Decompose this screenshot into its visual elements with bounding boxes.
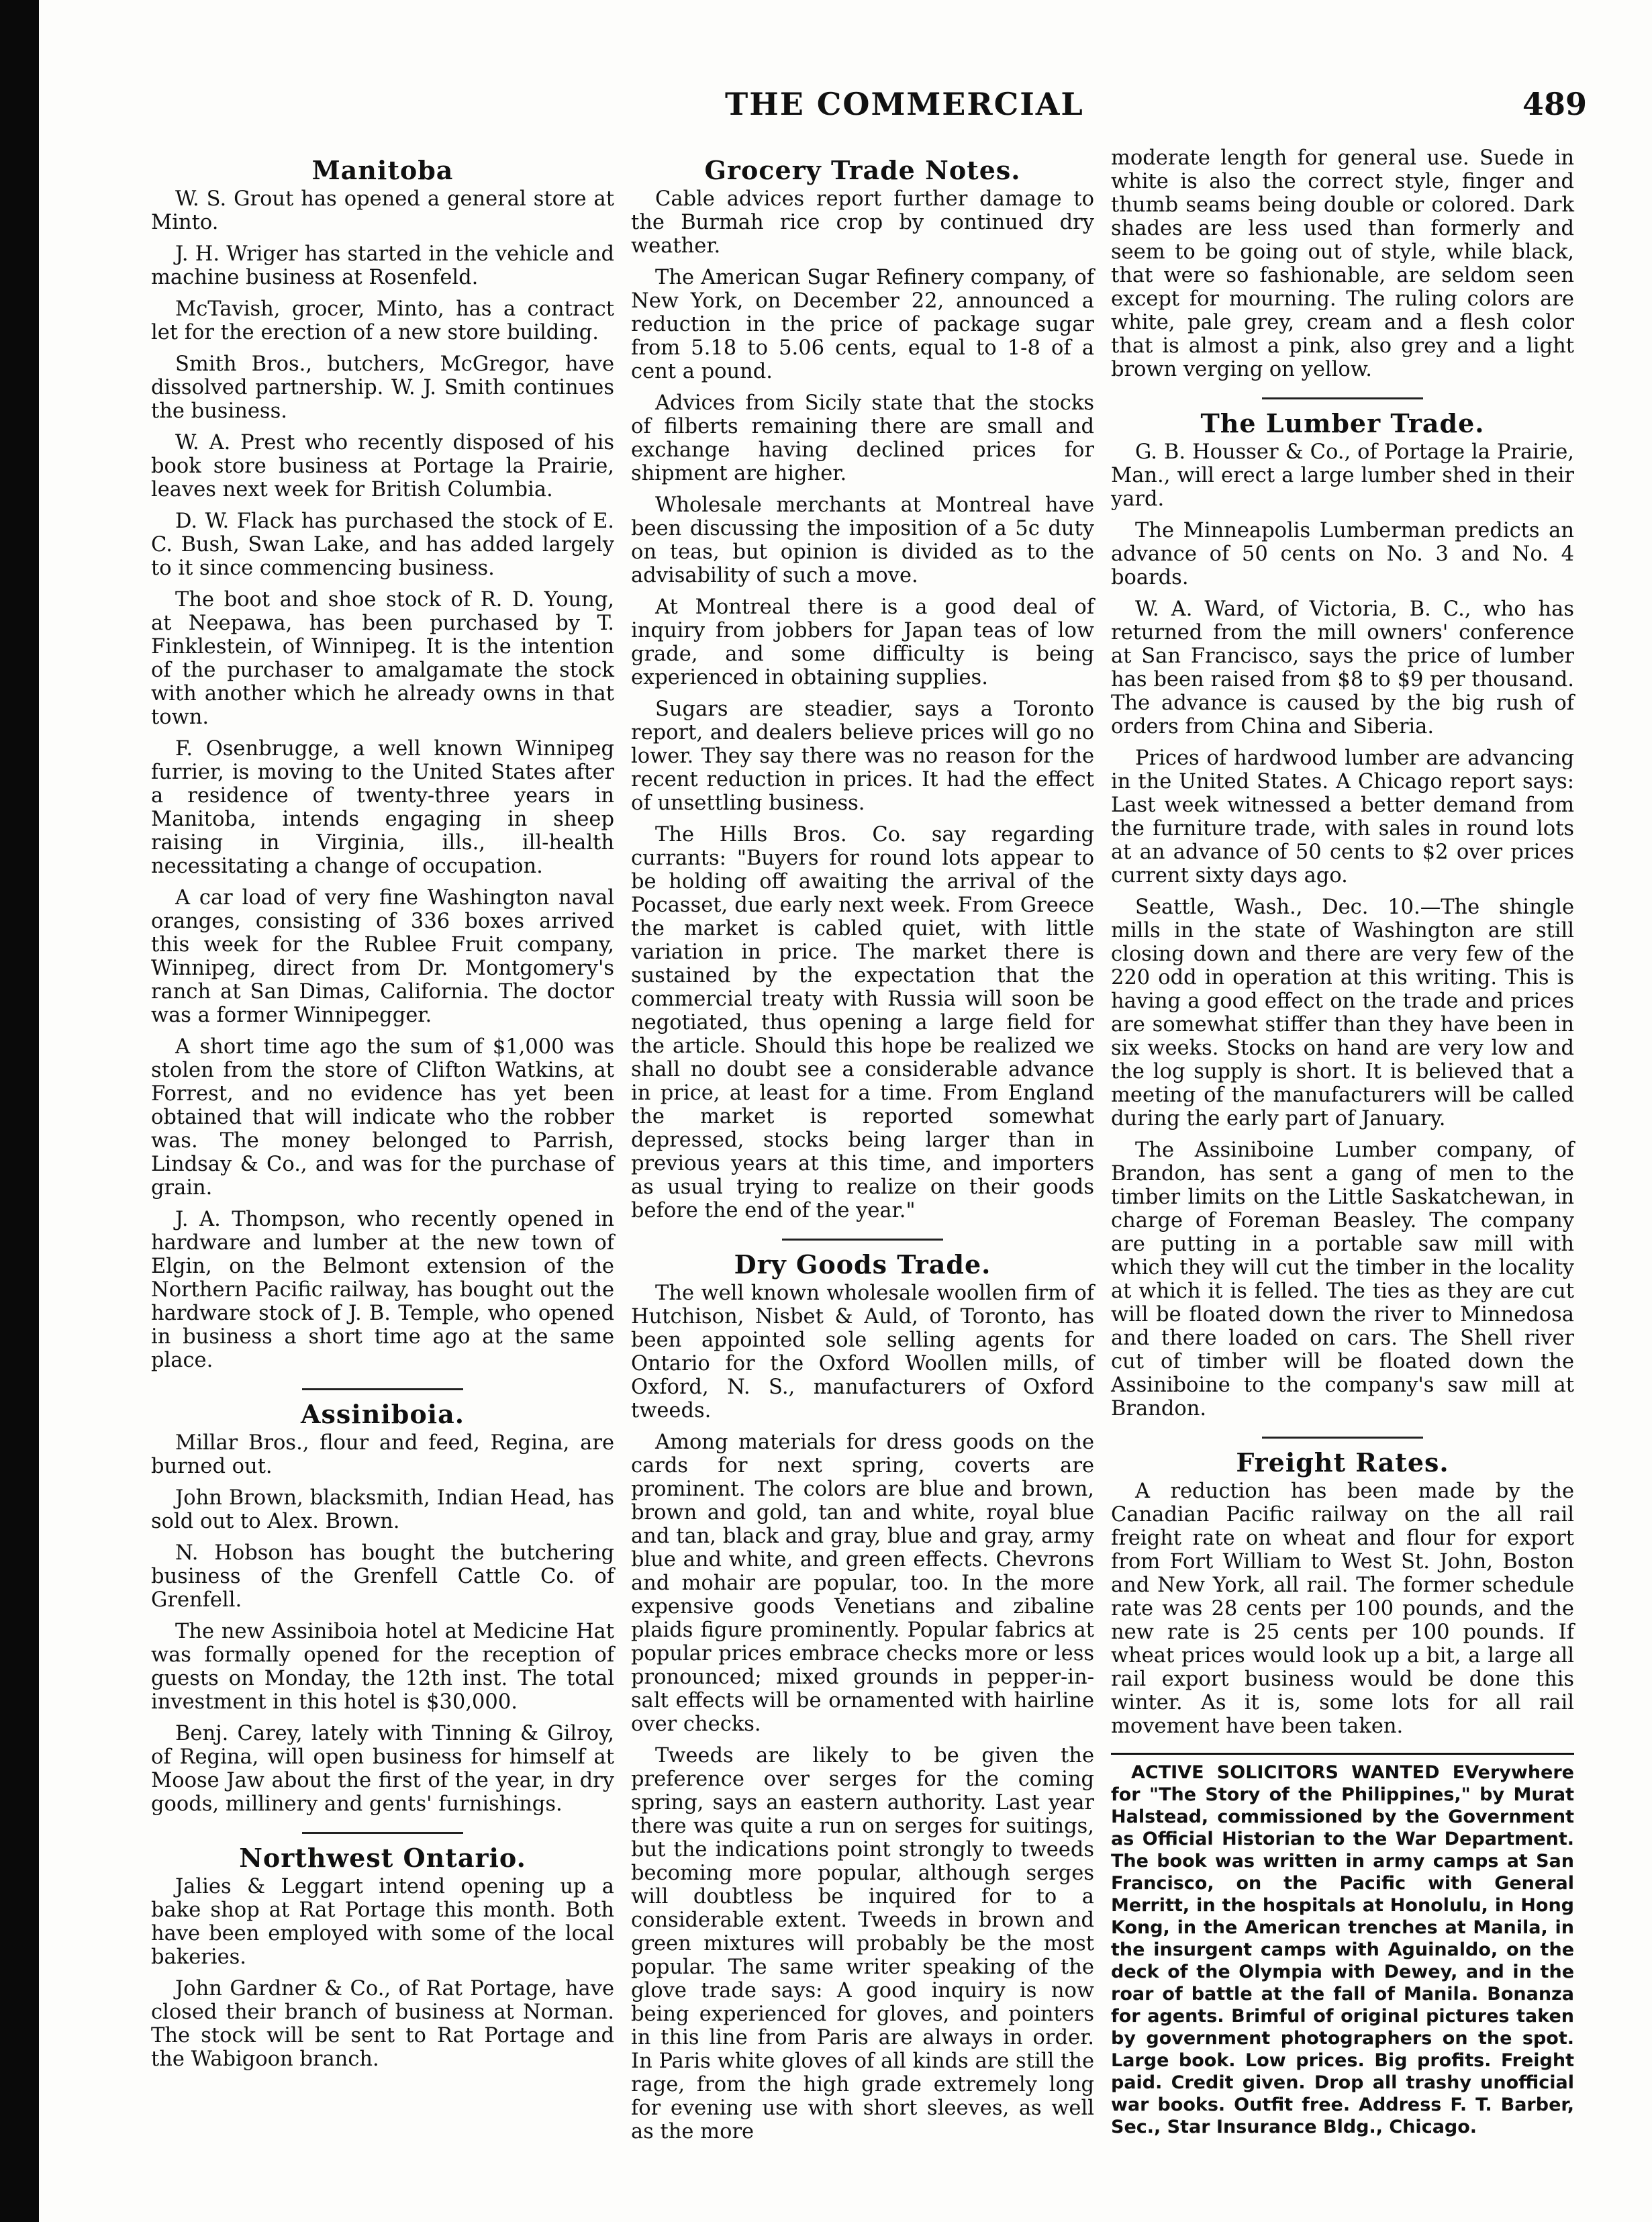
page-header xyxy=(0,86,1652,140)
paragraph: G. B. Housser & Co., of Portage la Prairie, Man., will erect a large lumber shed in their yard. xyxy=(1111,440,1574,511)
section-divider xyxy=(1262,1437,1423,1439)
paragraph: The Hills Bros. Co. say regarding currants: "Buyers for round lots appear to be holding off awaiting the arrival of the Pocasset, due early next week. From Greece the market is cabled quiet, with little variation in price. The market there is sustained by the expectation that the commercial treaty with Russia will soon be negotiated, thus opening a large field for the article. Should this hope be realized we shall no doubt see a considerable advance in price, at least for a time. From England the market is reported somewhat depressed, stocks being larger than in previous years at this time, and importers as usual trying to realize on their goods before the end of the year." xyxy=(631,823,1094,1222)
heading-assiniboia: Assiniboia. xyxy=(301,1399,465,1429)
advertisement-text: ACTIVE SOLICITORS WANTED EVerywhere for "The Story of the Philippines," by Murat Halstead, commissioned by the Government as Official Historian to the War Department. The book was written in army camps at San Francisco, on the Pacific with General Merritt, in the hospitals at Honolulu, in Hong Kong, in the American trenches at Manila, in the insurgent camps with Aguinaldo, on the deck of the Olympia with Dewey, and in the roar of battle at the fall of Manila. Bonanza for agents. Brimful of original pictures taken by government photographers on the spot. Large book. Low prices. Big profits. Freight paid. Credit given. Drop all trashy unofficial war books. Outfit free. Address F. T. Barber, Sec., Star Insurance Bldg., Chicago. xyxy=(1111,1762,1574,2137)
paragraph: The Minneapolis Lumberman predicts an advance of 50 cents on No. 3 and No. 4 boards. xyxy=(1111,519,1574,589)
paragraph: At Montreal there is a good deal of inquiry from jobbers for Japan teas of low grade, and some difficulty is being experienced in obtaining supplies. xyxy=(631,595,1094,689)
paragraph: A reduction has been made by the Canadian Pacific railway on the all rail freight rate on wheat and flour for export from Fort William to West St. John, Boston and New York, all rail. The former schedule rate was 28 cents per 100 pounds, and the new rate is 25 cents per 100 pounds. If wheat prices would look up a bit, a large all rail export business would be done this winter. As it is, some lots for all rail movement have been taken. xyxy=(1111,1480,1574,1738)
heading-grocery-trade-notes: Grocery Trade Notes. xyxy=(704,155,1021,185)
paragraph-continued: moderate length for general use. Suede in white is also the correct style, finger and thumb seams being double or colored. Dark shades are less used than formerly and seem to be going out of style, while black, that were so fashionable, are seldom seen except for mourning. The ruling colors are white, pale grey, cream and a flesh color that is almost a pink, also grey and a light brown verging on yellow. xyxy=(1111,146,1574,381)
paragraph: Among materials for dress goods on the cards for next spring, coverts are prominent. The colors are blue and brown, brown and gold, tan and white, royal blue and tan, black and gray, blue and gray, army blue and white, and green effects. Chevrons and mohair are popular, too. In the more expensive goods Venetians and zibaline plaids figure prominently. Popular fabrics at popular prices embrace checks more or less pronounced; mixed grounds in pepper-in-salt effects will be ornamented with hairline over checks. xyxy=(631,1431,1094,1736)
paragraph: Jalies & Leggart intend opening up a bake shop at Rat Portage this month. Both have been employed with some of the local bakeries. xyxy=(151,1875,614,1969)
paragraph: The well known wholesale woollen firm of Hutchison, Nisbet & Auld, of Toronto, has been appointed sole selling agents for Ontario for the Oxford Woollen mills, of Oxford, N. S., manufacturers of Oxford tweeds. xyxy=(631,1282,1094,1422)
column-3 xyxy=(1111,146,1574,2146)
column-1 xyxy=(151,146,614,2079)
column-2 xyxy=(631,146,1094,2152)
paragraph: Prices of hardwood lumber are advancing in the United States. A Chicago report says: Last week witnessed a better demand from the furniture trade, with sales in round lots at an advance of 50 cents to $2 over prices current sixty days ago. xyxy=(1111,746,1574,887)
page-number: 489 xyxy=(1522,86,1588,122)
paragraph: John Gardner & Co., of Rat Portage, have closed their branch of business at Norman. The stock will be sent to Rat Portage and the Wabigoon branch. xyxy=(151,1977,614,2071)
paragraph: N. Hobson has bought the butchering business of the Grenfell Cattle Co. of Grenfell. xyxy=(151,1541,614,1612)
paragraph: A short time ago the sum of $1,000 was stolen from the store of Clifton Watkins, at Forrest, and no evidence has yet been obtained that will indicate who the robber was. The money belonged to Parrish, Lindsay & Co., and was for the purchase of grain. xyxy=(151,1035,614,1200)
paragraph: John Brown, blacksmith, Indian Head, has sold out to Alex. Brown. xyxy=(151,1486,614,1533)
heading-northwest-ontario: Northwest Ontario. xyxy=(239,1843,526,1873)
paragraph: W. A. Prest who recently disposed of his book store business at Portage la Prairie, leaves next week for British Columbia. xyxy=(151,431,614,501)
paragraph: J. H. Wriger has started in the vehicle and machine business at Rosenfeld. xyxy=(151,242,614,289)
paragraph: W. A. Ward, of Victoria, B. C., who has returned from the mill owners' conference at San Francisco, says the price of lumber has been raised from $8 to $9 per thousand. The advance is caused by the big rush of orders from China and Siberia. xyxy=(1111,597,1574,738)
paragraph: Wholesale merchants at Montreal have been discussing the imposition of a 5c duty on teas, but opinion is divided as to the advisability of such a move. xyxy=(631,493,1094,587)
paragraph: Tweeds are likely to be given the preference over serges for the coming spring, says an eastern authority. Last year there was quite a run on serges for suitings, but the indications point strongly to tweeds becoming more popular, although serges will doubtless be inquired for to a considerable extent. Tweeds in brown and green mixtures will probably be the most popular. The same writer speaking of the glove trade says: A good inquiry is now being experienced for gloves, and pointers in this line from Paris are always in order. In Paris white gloves of all kinds are still the rage, from the high grade extremely long for evening use with short sleeves, as well as the more xyxy=(631,1744,1094,2143)
heading-lumber-trade: The Lumber Trade. xyxy=(1200,408,1485,438)
paragraph: The boot and shoe stock of R. D. Young, at Neepawa, has been purchased by T. Finklestein, of Winnipeg. It is the intention of the purchaser to amalgamate the stock with another which he already owns in that town. xyxy=(151,588,614,729)
section-divider xyxy=(782,1239,943,1241)
newspaper-title: THE COMMERCIAL xyxy=(725,86,1084,122)
heading-manitoba: Manitoba xyxy=(311,155,454,185)
paragraph: The new Assiniboia hotel at Medicine Hat was formally opened for the reception of guests on Monday, the 12th inst. The total investment in this hotel is $30,000. xyxy=(151,1620,614,1714)
scan-edge xyxy=(0,0,39,2222)
paragraph: Seattle, Wash., Dec. 10.—The shingle mills in the state of Washington are still closing down and there are very few of the 220 odd in operation at this writing. This is having a good effect on the trade and prices are somewhat stiffer than they have been in six weeks. Stocks on hand are very low and the log supply is short. It is believed that a meeting of the manufacturers will be called during the early part of January. xyxy=(1111,896,1574,1130)
paragraph: Millar Bros., flour and feed, Regina, are burned out. xyxy=(151,1431,614,1478)
heading-freight-rates: Freight Rates. xyxy=(1236,1447,1449,1478)
section-divider xyxy=(302,1388,463,1390)
paragraph: Advices from Sicily state that the stocks of filberts remaining there are small and exchange having declined prices for shipment are higher. xyxy=(631,391,1094,485)
heading-dry-goods-trade: Dry Goods Trade. xyxy=(734,1249,991,1279)
paragraph: Cable advices report further damage to the Burmah rice crop by continued dry weather. xyxy=(631,187,1094,258)
paragraph: J. A. Thompson, who recently opened in hardware and lumber at the new town of Elgin, on the Belmont extension of the Northern Pacific railway, has bought out the hardware stock of J. B. Temple, who opened in business a short time ago at the same place. xyxy=(151,1208,614,1372)
paragraph: W. S. Grout has opened a general store at Minto. xyxy=(151,187,614,234)
paragraph: McTavish, grocer, Minto, has a contract let for the erection of a new store building. xyxy=(151,297,614,344)
paragraph: A car load of very fine Washington naval oranges, consisting of 336 boxes arrived this week for the Rublee Fruit company, Winnipeg, direct from Dr. Montgomery's ranch at San Dimas, California. The doctor was a former Winnipegger. xyxy=(151,886,614,1027)
paragraph: D. W. Flack has purchased the stock of E. C. Bush, Swan Lake, and has added largely to it since commencing business. xyxy=(151,510,614,580)
paragraph: Sugars are steadier, says a Toronto report, and dealers believe prices will go no lower. They say there was no reason for the recent reduction in prices. It had the effect of unsettling business. xyxy=(631,697,1094,815)
paragraph: Smith Bros., butchers, McGregor, have dissolved partnership. W. J. Smith continues the business. xyxy=(151,352,614,423)
section-divider xyxy=(302,1832,463,1834)
paragraph: F. Osenbrugge, a well known Winnipeg furrier, is moving to the United States after a residence of twenty-three years in Manitoba, intends engaging in sheep raising in Virginia, ills., ill-health necessitating a change of occupation. xyxy=(151,737,614,878)
paragraph: The Assiniboine Lumber company, of Brandon, has sent a gang of men to the timber limits on the Little Saskatchewan, in charge of Foreman Beasley. The company are putting in a portable saw mill with which they will cut the timber in the locality at which it is felled. The ties as they are cut will be floated down the river to Minnedosa and there loaded on cars. The Shell river cut of timber will be floated down the Assiniboine to the company's saw mill at Brandon. xyxy=(1111,1139,1574,1420)
paragraph: Benj. Carey, lately with Tinning & Gilroy, of Regina, will open business for himself at Moose Jaw about the first of the year, in dry goods, millinery and gents' furnishings. xyxy=(151,1722,614,1816)
paragraph: The American Sugar Refinery company, of New York, on December 22, announced a reduction in the price of package sugar from 5.18 to 5.06 cents, equal to 1-8 of a cent a pound. xyxy=(631,266,1094,383)
advertisement xyxy=(1111,1753,1574,2138)
section-divider xyxy=(1262,397,1423,399)
